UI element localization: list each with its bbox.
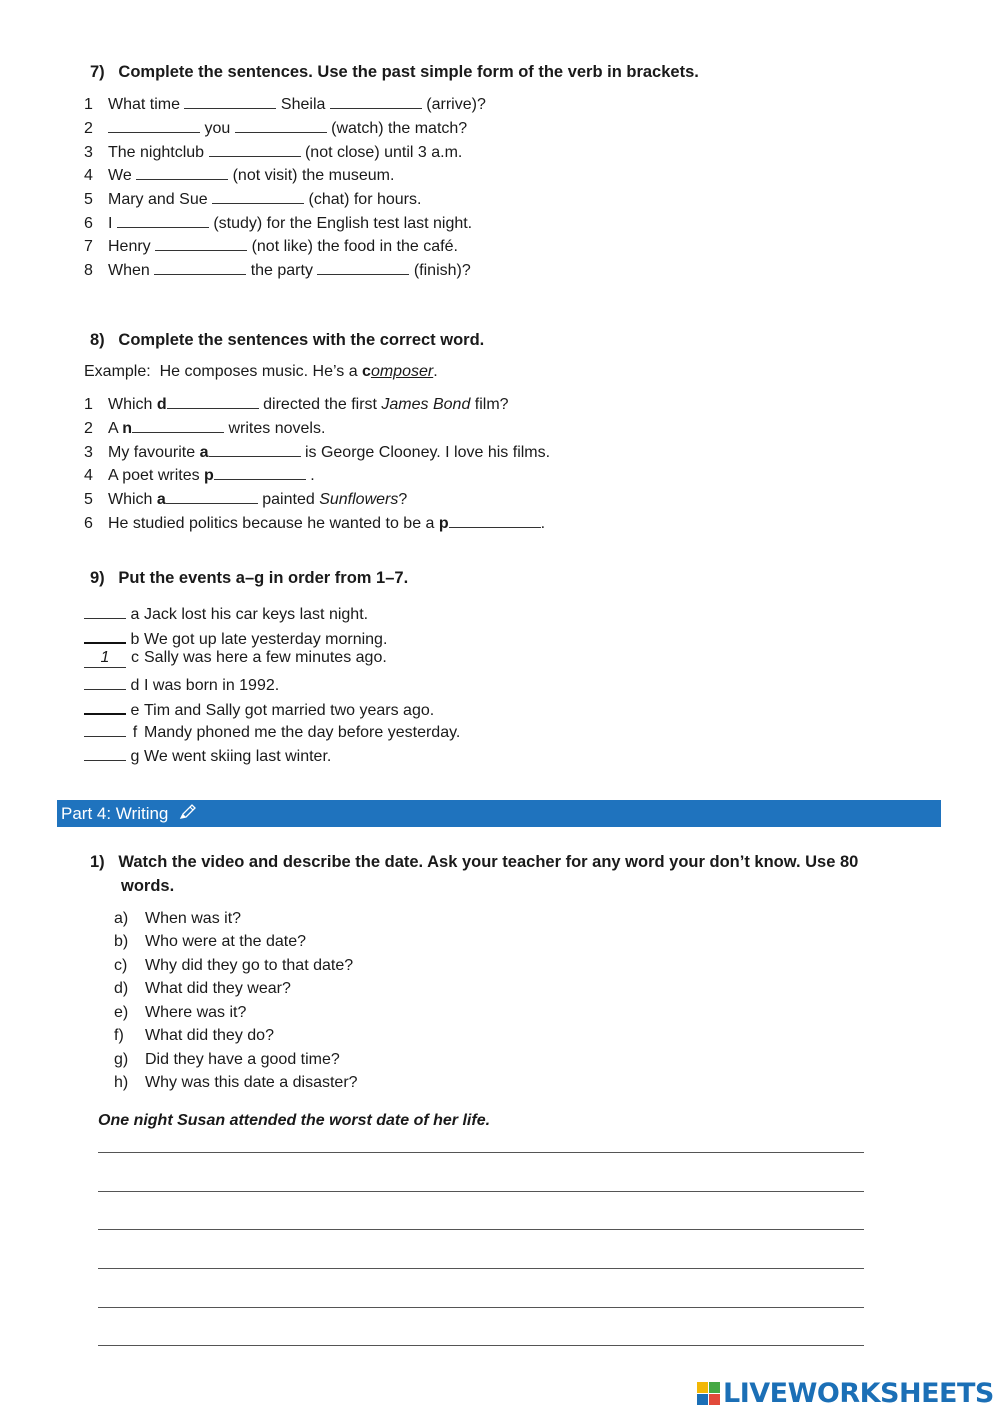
sentence-text: (chat) for hours. [304, 191, 422, 208]
order-answer-blank[interactable] [84, 718, 126, 737]
sentence-text: What time [108, 96, 185, 113]
question-letter: e) [114, 1004, 129, 1021]
answer-blank[interactable] [235, 118, 327, 133]
item-number: 4 [84, 167, 93, 184]
sentence-text: A [108, 420, 123, 437]
order-item [84, 624, 387, 650]
sentence-text: (study) for the English test last night. [208, 215, 473, 232]
sentence-text: (not like) the food in the café. [247, 238, 458, 255]
logo-text: LIVEWORKSHEETS [723, 1378, 994, 1409]
answer-blank[interactable] [154, 260, 246, 275]
item-letter: g [130, 748, 140, 765]
item-number: 4 [84, 467, 93, 484]
sentence-text: (watch) the match? [326, 120, 468, 137]
sentence-text: film? [470, 396, 509, 413]
question-text: Did they have a good time? [145, 1051, 340, 1068]
question-text: What did they do? [145, 1027, 274, 1044]
sentence-text: Henry [108, 238, 156, 255]
item-number: 2 [84, 420, 93, 437]
section-8-heading: 8) Complete the sentences with the correct word. [90, 331, 485, 349]
first-letter-hint: a [199, 444, 209, 461]
sentence-text: the party [246, 262, 318, 279]
item-number: 8 [84, 262, 93, 279]
item-number: 1 [84, 396, 93, 413]
guide-question [114, 979, 291, 999]
exercise-item [84, 465, 315, 486]
question-text: What did they wear? [145, 980, 291, 997]
sentence-text: Which [108, 396, 157, 413]
item-number: 5 [84, 491, 93, 508]
sentence-text: When [108, 262, 155, 279]
first-letter-hint: p [204, 467, 214, 484]
sentence-text: Mary and Sue [108, 191, 213, 208]
first-letter-hint: a [156, 491, 166, 508]
order-answer-blank[interactable] [84, 671, 126, 690]
writing-line[interactable] [98, 1268, 864, 1269]
question-letter: a) [114, 910, 129, 927]
order-answer-blank[interactable] [84, 695, 126, 715]
sentence-text: Sheila [276, 96, 330, 113]
sentence-text: I [108, 215, 117, 232]
answer-blank[interactable] [166, 489, 258, 504]
sentence-text: you [200, 120, 235, 137]
sentence-text: (finish)? [409, 262, 471, 279]
first-letter-hint: d [156, 396, 167, 413]
exercise-item [84, 118, 467, 139]
sentence-text: ? [398, 491, 408, 508]
sentence-text: (not close) until 3 a.m. [300, 144, 463, 161]
order-answer-blank[interactable]: 1 [84, 649, 126, 668]
item-letter: f [132, 724, 138, 741]
question-text: Why was this date a disaster? [145, 1074, 358, 1091]
event-text: Mandy phoned me the day before yesterday. [144, 724, 461, 741]
question-letter: h) [114, 1074, 129, 1091]
exercise-item [84, 418, 325, 439]
order-item [84, 742, 331, 767]
first-letter-hint: p [438, 515, 449, 532]
answer-blank[interactable] [212, 189, 304, 204]
item-letter: a [130, 606, 140, 623]
part-4-title: Part 4: Writing [61, 804, 169, 823]
item-number: 3 [84, 144, 93, 161]
exercise-item [84, 513, 545, 534]
item-number: 7 [84, 238, 93, 255]
pencil-icon [179, 801, 197, 828]
event-text: Jack lost his car keys last night. [144, 606, 369, 623]
question-letter: f) [114, 1027, 124, 1044]
section-7-heading: 7) Complete the sentences. Use the past simple form of the verb in brackets. [90, 63, 699, 81]
question-text: When was it? [145, 910, 242, 927]
answer-blank[interactable] [184, 94, 276, 109]
exercise-item [84, 142, 462, 163]
answer-blank[interactable] [317, 260, 409, 275]
item-number: 2 [84, 120, 93, 137]
answer-blank[interactable] [136, 165, 228, 180]
event-text: We went skiing last winter. [144, 748, 332, 765]
logo-blocks-icon [697, 1382, 720, 1405]
item-number: 6 [84, 515, 93, 532]
order-item [84, 718, 460, 743]
writing-line[interactable] [98, 1191, 864, 1192]
writing-line[interactable] [98, 1229, 864, 1230]
exercise-item [84, 260, 471, 281]
answer-blank[interactable] [330, 94, 422, 109]
exercise-item [84, 165, 394, 186]
sentence-text: . [540, 515, 546, 532]
example-suffix: . [433, 363, 438, 380]
question-letter: d) [114, 980, 129, 997]
event-text: We got up late yesterday morning. [144, 631, 388, 648]
answer-blank[interactable] [108, 118, 200, 133]
exercise-item [84, 236, 458, 257]
guide-question [114, 1003, 246, 1023]
item-number: 3 [84, 444, 93, 461]
first-letter-hint: n [122, 420, 133, 437]
exercise-item [84, 189, 421, 210]
question-text: Why did they go to that date? [145, 957, 354, 974]
order-item [84, 671, 279, 696]
example-prefix: Example: He composes music. He’s a [84, 363, 363, 380]
sentence-text: painted [257, 491, 320, 508]
item-letter: d [130, 677, 140, 694]
section-8-example [84, 363, 438, 381]
answer-blank[interactable] [449, 513, 541, 528]
guide-question [114, 909, 241, 929]
sentence-text: We [108, 167, 137, 184]
part-4-header-bar [57, 800, 941, 827]
question-letter: g) [114, 1051, 129, 1068]
exercise-item [84, 394, 509, 415]
exercise-item [84, 213, 472, 234]
answer-blank[interactable] [214, 465, 306, 480]
item-letter: c [131, 649, 139, 666]
exercise-item [84, 94, 486, 115]
example-letter: c [362, 363, 371, 380]
order-answer-blank[interactable] [84, 600, 126, 619]
sentence-text: directed the first [258, 396, 382, 413]
order-answer-blank[interactable] [84, 742, 126, 761]
question-text: Who were at the date? [145, 933, 306, 950]
sentence-text: (arrive)? [421, 96, 486, 113]
writing-line[interactable] [98, 1307, 864, 1308]
sentence-text: He studied politics because he wanted to be a [108, 515, 439, 532]
sentence-text: A poet writes [108, 467, 205, 484]
guide-question [114, 932, 306, 952]
event-text: I was born in 1992. [144, 677, 280, 694]
writing-line[interactable] [98, 1152, 864, 1153]
exercise-item [84, 442, 550, 463]
writing-heading-line-1: 1) Watch the video and describe the date. Ask your teacher for any word your don’t know. Use 80 [90, 853, 859, 871]
exercise-item [84, 489, 407, 510]
sentence-text: writes novels. [224, 420, 326, 437]
guide-question [114, 956, 353, 976]
item-number: 5 [84, 191, 93, 208]
guide-question [114, 1026, 274, 1046]
order-item [84, 600, 368, 625]
liveworksheets-logo [697, 1378, 994, 1409]
item-letter: e [130, 702, 140, 719]
example-word: omposer [370, 363, 434, 380]
item-number: 1 [84, 96, 93, 113]
question-text: Where was it? [145, 1004, 247, 1021]
answer-blank[interactable] [209, 142, 301, 157]
writing-starter-sentence: One night Susan attended the worst date of her life. [98, 1112, 491, 1129]
answer-blank[interactable] [117, 213, 209, 228]
order-answer-blank[interactable] [84, 624, 126, 644]
section-9-heading: 9) Put the events a–g in order from 1–7. [90, 569, 409, 587]
guide-question [114, 1050, 340, 1070]
sentence-text: My favourite [108, 444, 200, 461]
answer-blank[interactable] [132, 418, 224, 433]
sentence-text: The nightclub [108, 144, 209, 161]
question-letter: b) [114, 933, 129, 950]
event-text: Sally was here a few minutes ago. [144, 649, 387, 666]
writing-heading-line-2: words. [121, 877, 175, 895]
italic-title: James Bond [381, 396, 471, 413]
answer-blank[interactable] [209, 442, 301, 457]
sentence-text: Which [108, 491, 157, 508]
answer-blank[interactable] [155, 236, 247, 251]
item-letter: b [130, 631, 140, 648]
item-number: 6 [84, 215, 93, 232]
sentence-text: is George Clooney. I love his films. [300, 444, 551, 461]
event-text: Tim and Sally got married two years ago. [144, 702, 435, 719]
sentence-text: (not visit) the museum. [228, 167, 395, 184]
sentence-text: . [305, 467, 315, 484]
italic-title: Sunflowers [319, 491, 399, 508]
guide-question [114, 1073, 358, 1093]
answer-blank[interactable] [167, 394, 259, 409]
question-letter: c) [114, 957, 128, 974]
order-item [84, 648, 387, 668]
writing-line[interactable] [98, 1345, 864, 1346]
